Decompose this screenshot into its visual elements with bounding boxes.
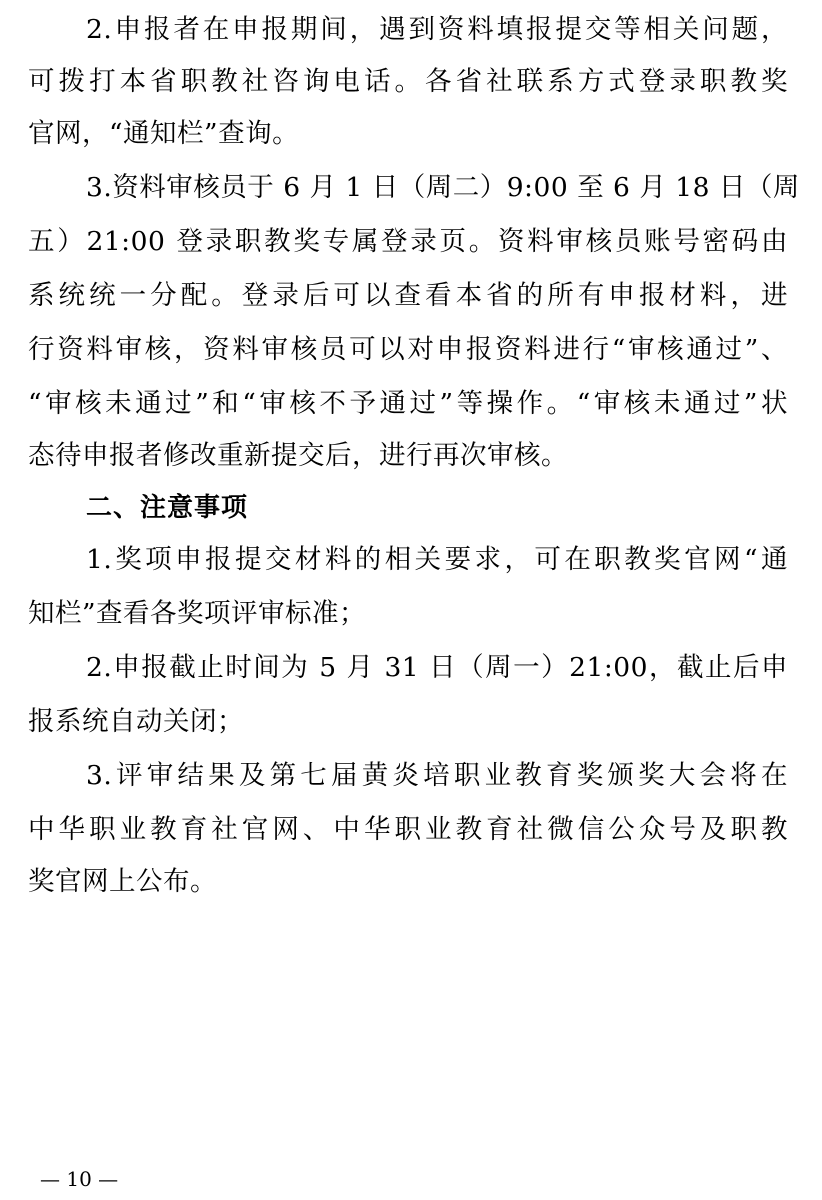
page-number: — 10 — [40, 1167, 119, 1191]
paragraph-line: 系统统一分配。登录后可以查看本省的所有申报材料，进 [28, 280, 788, 311]
paragraph-line: 态待申报者修改重新提交后，进行再次审核。 [28, 440, 568, 471]
paragraph-line: 奖官网上公布。 [28, 866, 217, 897]
paragraph-line: 1.奖项申报提交材料的相关要求，可在职教奖官网“通 [86, 544, 788, 575]
paragraph-line: 官网，“通知栏”查询。 [28, 118, 300, 149]
paragraph-line: 2.申报截止时间为 5 月 31 日（周一）21:00，截止后申 [86, 652, 788, 683]
paragraph-line: 2.申报者在申报期间，遇到资料填报提交等相关问题， [86, 14, 788, 45]
paragraph-line: 3.资料审核员于 6 月 1 日（周二）9:00 至 6 月 18 日（周 [86, 172, 800, 203]
paragraph-line: 3.评审结果及第七届黄炎培职业教育奖颁奖大会将在 [86, 760, 788, 791]
paragraph-line: “审核未通过”和“审核不予通过”等操作。“审核未通过”状 [28, 388, 788, 419]
paragraph-line: 知栏”查看各奖项评审标准； [28, 598, 367, 629]
paragraph-line: 中华职业教育社官网、中华职业教育社微信公众号及职教 [28, 814, 788, 845]
paragraph-line: 五）21:00 登录职教奖专属登录页。资料审核员账号密码由 [28, 226, 788, 257]
paragraph-line: 可拨打本省职教社咨询电话。各省社联系方式登录职教奖 [28, 66, 788, 97]
paragraph-line: 报系统自动关闭； [28, 706, 244, 737]
paragraph-line: 行资料审核，资料审核员可以对申报资料进行“审核通过”、 [28, 334, 788, 365]
section-heading: 二、注意事项 [86, 493, 249, 523]
